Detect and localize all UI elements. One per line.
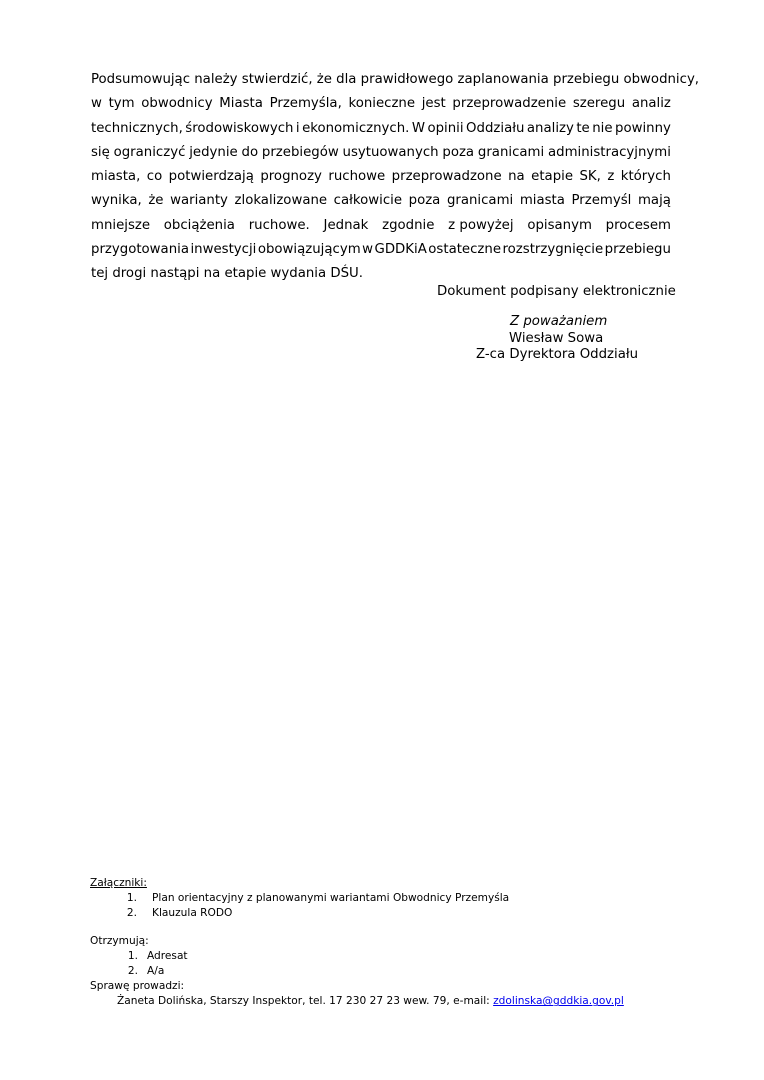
list-item [90, 964, 690, 979]
body-word: jedynie [189, 144, 238, 160]
body-word: zlokalizowane [234, 193, 328, 209]
body-word: granicami [446, 193, 514, 209]
body-word: ruchowe. [248, 217, 310, 233]
body-line [91, 92, 671, 116]
body-word: rozstrzygnięcie [502, 242, 604, 258]
recipients-list [90, 949, 690, 979]
body-word: analizy [526, 120, 574, 136]
list-item-text: Klauzula RODO [152, 907, 233, 920]
body-word: SK, [579, 169, 601, 185]
body-word: ruchowe [328, 169, 386, 185]
body-word: opisanym [527, 217, 592, 233]
body-word: GDDKiA [374, 242, 427, 258]
body-line [91, 214, 671, 238]
body-word: że [148, 193, 164, 209]
body-word: w [91, 96, 102, 112]
body-word: szeregu [572, 96, 626, 112]
contact-text: Żaneta Dolińska, Starszy Inspektor, tel. 17 230 27 23 wew. 79, e-mail: [117, 995, 494, 1008]
recipients-heading: Otrzymują: [90, 934, 149, 947]
body-word: nie [592, 120, 613, 136]
letter-body [91, 68, 700, 287]
body-word: obciążenia [163, 217, 235, 233]
body-word: poza [408, 193, 441, 209]
signatory-name: Wiesław Sowa [509, 330, 604, 346]
body-word: granicami [477, 144, 545, 160]
body-word: opinii [427, 120, 464, 136]
handled-by-contact [90, 994, 690, 1009]
body-word: administracyjnymi [547, 144, 671, 160]
body-word: W [411, 120, 426, 136]
body-word: konieczne [348, 96, 416, 112]
body-word: ostateczne [428, 242, 502, 258]
body-line [91, 189, 671, 213]
body-word: zgodnie [382, 217, 435, 233]
list-item [90, 891, 690, 906]
body-line [91, 68, 700, 92]
body-word: te [576, 120, 590, 136]
body-word: do [241, 144, 259, 160]
body-line [91, 165, 671, 189]
body-word: tym [108, 96, 135, 112]
body-word: Jednak [323, 217, 369, 233]
body-word: obwodnicy [141, 96, 213, 112]
body-word: tej drogi nastąpi na etapie wydania DŚU. [91, 266, 364, 282]
body-word: Przemyśla, [269, 96, 342, 112]
body-word: Miasta [219, 96, 263, 112]
body-word: których [620, 169, 671, 185]
body-word: miasta [519, 193, 565, 209]
handled-by-heading: Sprawę prowadzi: [90, 980, 185, 993]
list-item-text: Plan orientacyjny z planowanymi wariantami Obwodnicy Przemyśla [152, 892, 510, 905]
body-word: prognozy [260, 169, 322, 185]
body-word: analiz [631, 96, 671, 112]
list-item [90, 949, 690, 964]
list-item-number: 1. [127, 949, 138, 962]
body-word: jest [421, 96, 446, 112]
body-word: powinny [615, 120, 671, 136]
body-word: Podsumowując należy stwierdzić, że dla prawidłowego zaplanowania przebiegu obwodnicy, [91, 72, 700, 87]
body-word: usytuowanych [342, 144, 439, 160]
body-word: przeprowadzenie [452, 96, 567, 112]
list-item-text: Adresat [147, 949, 188, 962]
signature-block [460, 314, 660, 364]
list-item-text: A/a [147, 965, 165, 978]
body-word: przebiegów [261, 144, 339, 160]
attachments-heading: Załączniki: [90, 877, 147, 889]
list-item-number: 2. [126, 907, 137, 920]
closing-regards: Z poważaniem [510, 314, 608, 329]
body-word: się [91, 144, 110, 160]
body-word: całkowicie [333, 193, 403, 209]
body-word: procesem [605, 217, 671, 233]
body-word: warianty [170, 193, 228, 209]
body-word: przebiegu [604, 242, 671, 258]
body-word: ograniczyć [113, 144, 186, 160]
body-line [91, 141, 671, 165]
body-word: wynika, [91, 193, 142, 209]
attachments-list [90, 891, 690, 921]
body-word: obowiązującym [257, 242, 361, 258]
body-word: mają [637, 193, 671, 209]
body-word: środowiskowych [185, 120, 294, 136]
body-word: technicznych, [91, 120, 183, 136]
body-word: z [607, 169, 615, 185]
body-word: z powyżej [448, 217, 514, 233]
electronic-signature-note: Dokument podpisany elektronicznie [437, 284, 676, 299]
email-link[interactable]: zdolinska@gddkia.gov.pl [493, 995, 624, 1008]
body-word: miasta, [91, 169, 141, 185]
body-word: mniejsze [91, 217, 151, 233]
body-line [91, 117, 671, 141]
body-word: co [146, 169, 163, 185]
body-word: etapie [531, 169, 574, 185]
document-footer [90, 876, 690, 1010]
body-word: inwestycji [190, 242, 257, 258]
body-word: i [295, 120, 300, 136]
list-item-number: 2. [127, 965, 138, 978]
body-word: przygotowania [91, 242, 189, 258]
list-item [90, 906, 690, 921]
signatory-title: Z-ca Dyrektora Oddziału [476, 347, 639, 362]
body-word: przeprowadzone [391, 169, 502, 185]
body-word: Przemyśl [571, 193, 632, 209]
body-word: ekonomicznych. [302, 120, 410, 136]
body-word: na [508, 169, 525, 185]
body-word: poza [442, 144, 475, 160]
list-item-number: 1. [126, 892, 137, 905]
body-word: Oddziału [466, 120, 525, 136]
body-word: w [362, 242, 374, 258]
body-word: potwierdzają [168, 169, 254, 185]
body-line [91, 238, 671, 262]
